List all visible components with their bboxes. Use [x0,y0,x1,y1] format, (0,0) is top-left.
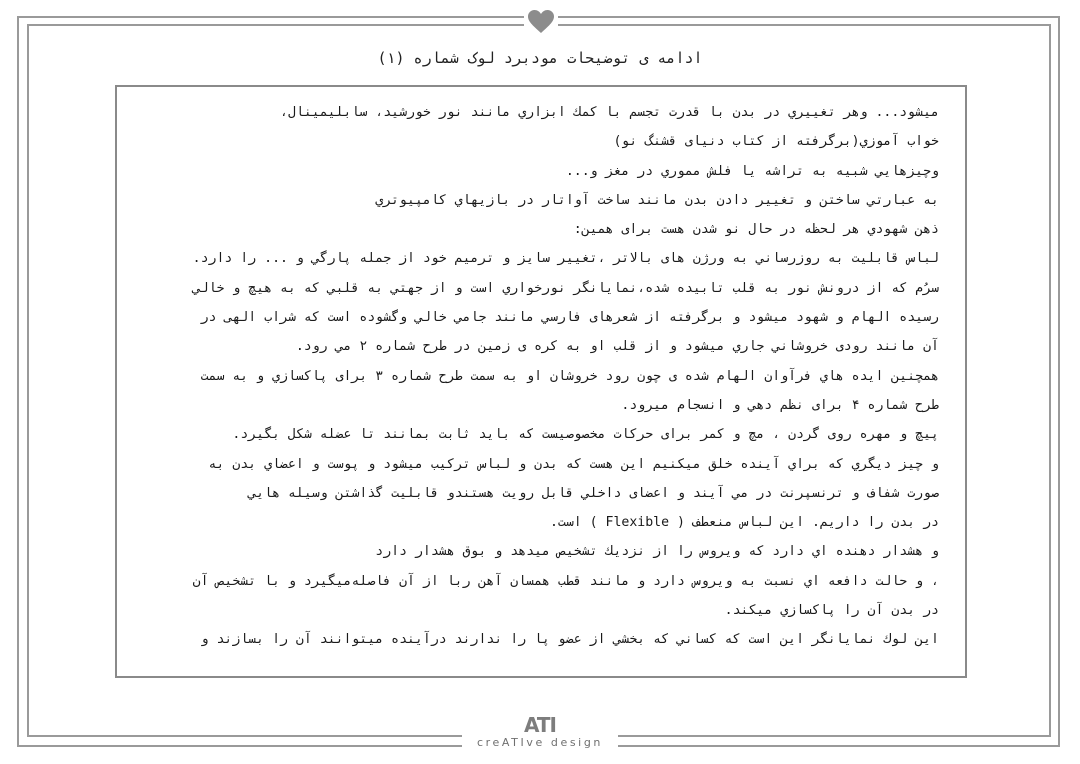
text-line: اين لوك نمايانگر اين است كه كساني كه بخشي از عضو پا را ندارند درآينده ميتوانند آن را بسازند و [200,632,939,648]
text-line: لباس قابليت به روزرساني به ورژن هاى بالاتر ،تغيير سايز و ترميم خود از جمله پارگي و ... را دارد. [192,251,939,267]
text-line: در بدن را داريم. اين لباس منعطف ( Flexible ) است. [549,515,939,531]
text-line: صورت شفاف و ترنسپرنت در مي آيند و اعضاى داخلي قابل رويت هستندو قابليت گذاشتن وسيله هايي [248,485,939,501]
text-line: در بدن آن را پاكسازي ميكند. [724,603,939,619]
text-line: وچيزهايي شبيه به تراشه يا فلش مموري در مغز و... [565,163,939,179]
text-line: همچنين ايده هاي فرآوان الهام شده ى چون رود خروشان او به سمت طرح شماره ۳ براى پاكسازي و به سمت [200,368,939,384]
text-line: رسيده الهام و شهود ميشود و برگرفته از شعرهاى فارسي مانند جامي خالي وگشوده است كه شراب الهى در [200,310,939,326]
text-line: آن مانند رودى خروشاني جاري ميشود و از قلب او به كره ى زمين در طرح شماره ۲ مي رود. [295,339,939,355]
text-line: به عبارتي ساختن و تغيير دادن بدن مانند ساخت آواتار در بازيهاي كامپيوتري [375,192,939,208]
page-title: ادامه ی توضیحات مودبرد لوک شماره (۱) [377,49,703,67]
text-line: و چيز ديگري كه براي آينده خلق ميكنيم اين هست كه بدن و لباس تركيب ميشود و پوست و اعضاي بدن به [208,456,939,472]
text-line: و هشدار دهنده اي دارد كه ويروس را از نزديك تشخيص ميدهد و بوق هشدار دارد [375,544,939,560]
text-line: پيچ و مهره روى گردن ، مچ و كمر براى حركات مخصوصيست كه بايد ثابت بمانند تا عضله شكل بگيرد. [232,427,939,443]
text-line: خواب آموزي(برگرفته از كتاب دنياى قشنگ نو) [613,134,939,150]
text-line: ، و حالت دافعه اي نسبت به ويروس دارد و مانند قطب همسان آهن ربا از آن فاصله‌ميگيرد و با تشخيص آن [192,573,939,589]
heart-icon-graphic [528,10,554,34]
text-line: ذهن شهودي هر لحظه در حال نو شدن هست براى همين: [573,222,939,238]
logo-tagline: creATIve design [477,736,603,749]
logo-mark: ATI [523,713,556,737]
description-text [121,98,939,655]
text-line: سرُم كه از درونش نور به قلب تابيده شده،نمايانگر نورخواري است و از جهتي به قلبي كه به هيچ و خالي [192,280,939,296]
heart-icon [524,6,558,38]
text-line: ميشود... وهر تغييري در بدن با قدرت تجسم با كمك ابزاري مانند نور خورشيد، سابليمينال، [280,105,939,120]
creative-design-logo [462,712,618,752]
text-line: طرح شماره ۴ براى نظم دهي و انسجام ميرود. [621,397,939,413]
